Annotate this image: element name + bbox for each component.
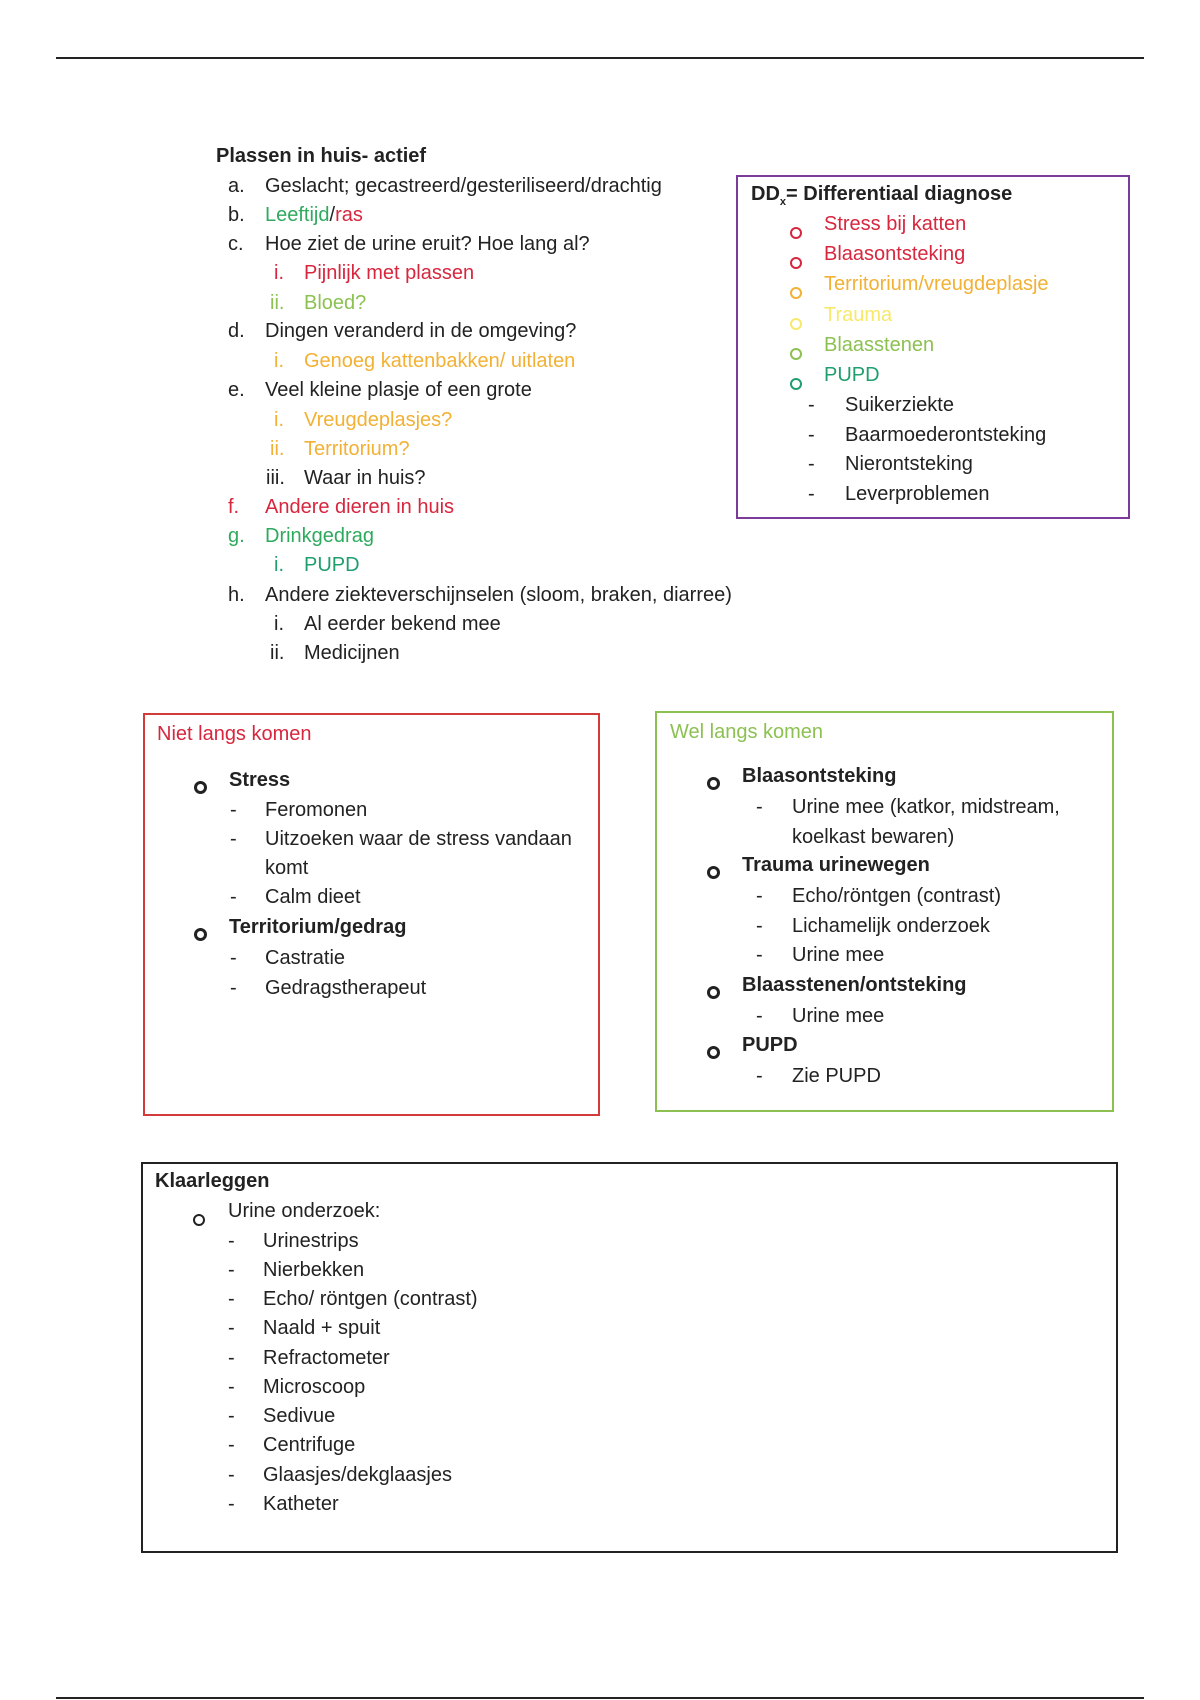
header-rule (56, 57, 1144, 59)
wel-langs-title: Wel langs komen (670, 721, 824, 743)
wel-item-echo: Echo/röntgen (contrast) (792, 885, 1001, 907)
bold-circle-bullet-icon (194, 777, 207, 800)
subitem-marker: i. (274, 613, 284, 635)
main-title: Plassen in huis- actief (216, 145, 427, 167)
dash-bullet: - (230, 828, 237, 850)
circle-bullet-icon (790, 373, 802, 396)
subitem-pijnlijk: Pijnlijk met plassen (304, 262, 475, 284)
leeftijd-text: Leeftijd (265, 204, 330, 226)
item-marker: h. (228, 584, 245, 606)
subitem-marker: i. (274, 350, 284, 372)
slash-separator: / (329, 204, 336, 226)
subitem-marker: iii. (266, 467, 285, 489)
niet-group-territorium: Territorium/gedrag (229, 916, 407, 938)
wel-group-blaasontsteking: Blaasontsteking (742, 765, 897, 787)
item-andere-dieren: Andere dieren in huis (265, 496, 455, 518)
dash-bullet: - (228, 1259, 235, 1281)
subitem-marker: i. (274, 554, 284, 576)
dash-bullet: - (228, 1405, 235, 1427)
dd-item-trauma: Trauma (824, 304, 893, 326)
klaar-group-urine-onderzoek: Urine onderzoek: (228, 1200, 381, 1222)
wel-item-lichamelijk: Lichamelijk onderzoek (792, 915, 990, 937)
wel-item-koelkast: koelkast bewaren) (792, 826, 955, 848)
dash-bullet: - (228, 1464, 235, 1486)
klaarleggen-title: Klaarleggen (155, 1170, 270, 1192)
wel-item-zie-pupd: Zie PUPD (792, 1065, 881, 1087)
subitem-waar: Waar in huis? (304, 467, 426, 489)
subitem-marker: ii. (270, 438, 285, 460)
dash-bullet: - (756, 885, 763, 907)
niet-langs-title: Niet langs komen (157, 723, 312, 745)
niet-item-calm-dieet: Calm dieet (265, 886, 361, 908)
item-marker: f. (228, 496, 240, 518)
dd-item-territorium: Territorium/vreugdeplasje (824, 273, 1049, 295)
dash-bullet: - (808, 483, 815, 505)
ras-text: ras (335, 204, 363, 226)
circle-bullet-icon (790, 313, 802, 336)
subitem-bloed: Bloed? (304, 292, 367, 314)
wel-item-urine-mee-2: Urine mee (792, 1005, 885, 1027)
wel-group-blaasstenen: Blaasstenen/ontsteking (742, 974, 967, 996)
dash-bullet: - (230, 799, 237, 821)
dash-bullet: - (756, 944, 763, 966)
dash-bullet: - (756, 1065, 763, 1087)
dash-bullet: - (230, 886, 237, 908)
subitem-marker: ii. (270, 292, 285, 314)
item-urine: Hoe ziet de urine eruit? Hoe lang al? (265, 233, 590, 255)
circle-bullet-icon (790, 252, 802, 275)
subitem-medicijnen: Medicijnen (304, 642, 400, 664)
dd-item-blaasstenen: Blaasstenen (824, 334, 935, 356)
klaar-item: Urinestrips (263, 1230, 359, 1252)
bold-circle-bullet-icon (707, 982, 720, 1005)
item-plasje: Veel kleine plasje of een grote (265, 379, 532, 401)
circle-bullet-icon (790, 282, 802, 305)
wel-group-trauma: Trauma urinewegen (742, 854, 930, 876)
klaar-item: Centrifuge (263, 1434, 356, 1456)
wel-item-urine-mee: Urine mee (792, 944, 885, 966)
klaar-item: Microscoop (263, 1376, 366, 1398)
dd-title (751, 183, 1012, 208)
bold-circle-bullet-icon (707, 1042, 720, 1065)
niet-item-uitzoeken: Uitzoeken waar de stress vandaan (265, 828, 572, 850)
subitem-vreugdeplasjes: Vreugdeplasjes? (304, 409, 453, 431)
dash-bullet: - (808, 394, 815, 416)
dd-sub-suikerziekte: Suikerziekte (845, 394, 954, 416)
dash-bullet: - (228, 1317, 235, 1339)
dash-bullet: - (230, 977, 237, 999)
subitem-marker: ii. (270, 642, 285, 664)
item-geslacht: Geslacht; gecastreerd/gesteriliseerd/drachtig (265, 175, 662, 197)
item-marker: d. (228, 320, 245, 342)
klaar-item: Katheter (263, 1493, 339, 1515)
item-marker: c. (228, 233, 244, 255)
subitem-territorium: Territorium? (304, 438, 410, 460)
dash-bullet: - (756, 1005, 763, 1027)
wel-group-pupd: PUPD (742, 1034, 798, 1056)
subitem-kattenbakken: Genoeg kattenbakken/ uitlaten (304, 350, 576, 372)
footer-rule (56, 1697, 1144, 1699)
klaar-item: Sedivue (263, 1405, 336, 1427)
wel-item-urine-mee-katkor: Urine mee (katkor, midstream, (792, 796, 1060, 818)
dash-bullet: - (808, 453, 815, 475)
dash-bullet: - (228, 1288, 235, 1310)
dd-item-pupd: PUPD (824, 364, 880, 386)
item-marker: g. (228, 525, 245, 547)
klaar-item: Glaasjes/dekglaasjes (263, 1464, 452, 1486)
item-omgeving: Dingen veranderd in de omgeving? (265, 320, 577, 342)
dash-bullet: - (228, 1493, 235, 1515)
klaar-item: Refractometer (263, 1347, 390, 1369)
item-marker: e. (228, 379, 245, 401)
circle-bullet-icon (790, 343, 802, 366)
dash-bullet: - (228, 1434, 235, 1456)
klaar-item: Echo/ röntgen (contrast) (263, 1288, 478, 1310)
subitem-marker: i. (274, 409, 284, 431)
circle-bullet-icon (790, 222, 802, 245)
klaar-item: Naald + spuit (263, 1317, 381, 1339)
subitem-marker: i. (274, 262, 284, 284)
dash-bullet: - (808, 424, 815, 446)
dd-sub-leverproblemen: Leverproblemen (845, 483, 990, 505)
dash-bullet: - (230, 947, 237, 969)
dash-bullet: - (756, 915, 763, 937)
bold-circle-bullet-icon (707, 862, 720, 885)
niet-item-feromonen: Feromonen (265, 799, 368, 821)
bold-circle-bullet-icon (194, 924, 207, 947)
item-marker: b. (228, 204, 245, 226)
subitem-eerder-bekend: Al eerder bekend mee (304, 613, 501, 635)
item-ziekteverschijnselen: Andere ziekteverschijnselen (sloom, braken, diarree) (265, 584, 732, 606)
dd-sub-baarmoederontsteking: Baarmoederontsteking (845, 424, 1047, 446)
klaar-item: Nierbekken (263, 1259, 365, 1281)
dash-bullet: - (228, 1347, 235, 1369)
dash-bullet: - (756, 796, 763, 818)
dash-bullet: - (228, 1376, 235, 1398)
item-marker: a. (228, 175, 245, 197)
niet-langs-box (143, 713, 600, 1116)
niet-item-castratie: Castratie (265, 947, 346, 969)
dd-sub-nierontsteking: Nierontsteking (845, 453, 973, 475)
dash-bullet: - (228, 1230, 235, 1252)
dd-title-sub: x (779, 196, 787, 208)
dd-item-blaasontsteking: Blaasontsteking (824, 243, 966, 265)
dd-title-rest: = Differentiaal diagnose (786, 183, 1013, 205)
dd-title-prefix: DD (751, 183, 780, 205)
circle-bullet-icon (193, 1209, 205, 1232)
niet-item-komt: komt (265, 857, 309, 879)
subitem-pupd: PUPD (304, 554, 360, 576)
dd-item-stress: Stress bij katten (824, 213, 967, 235)
item-leeftijd-ras (265, 204, 363, 227)
item-drinkgedrag: Drinkgedrag (265, 525, 374, 547)
bold-circle-bullet-icon (707, 773, 720, 796)
niet-item-gedragstherapeut: Gedragstherapeut (265, 977, 427, 999)
niet-group-stress: Stress (229, 769, 291, 791)
